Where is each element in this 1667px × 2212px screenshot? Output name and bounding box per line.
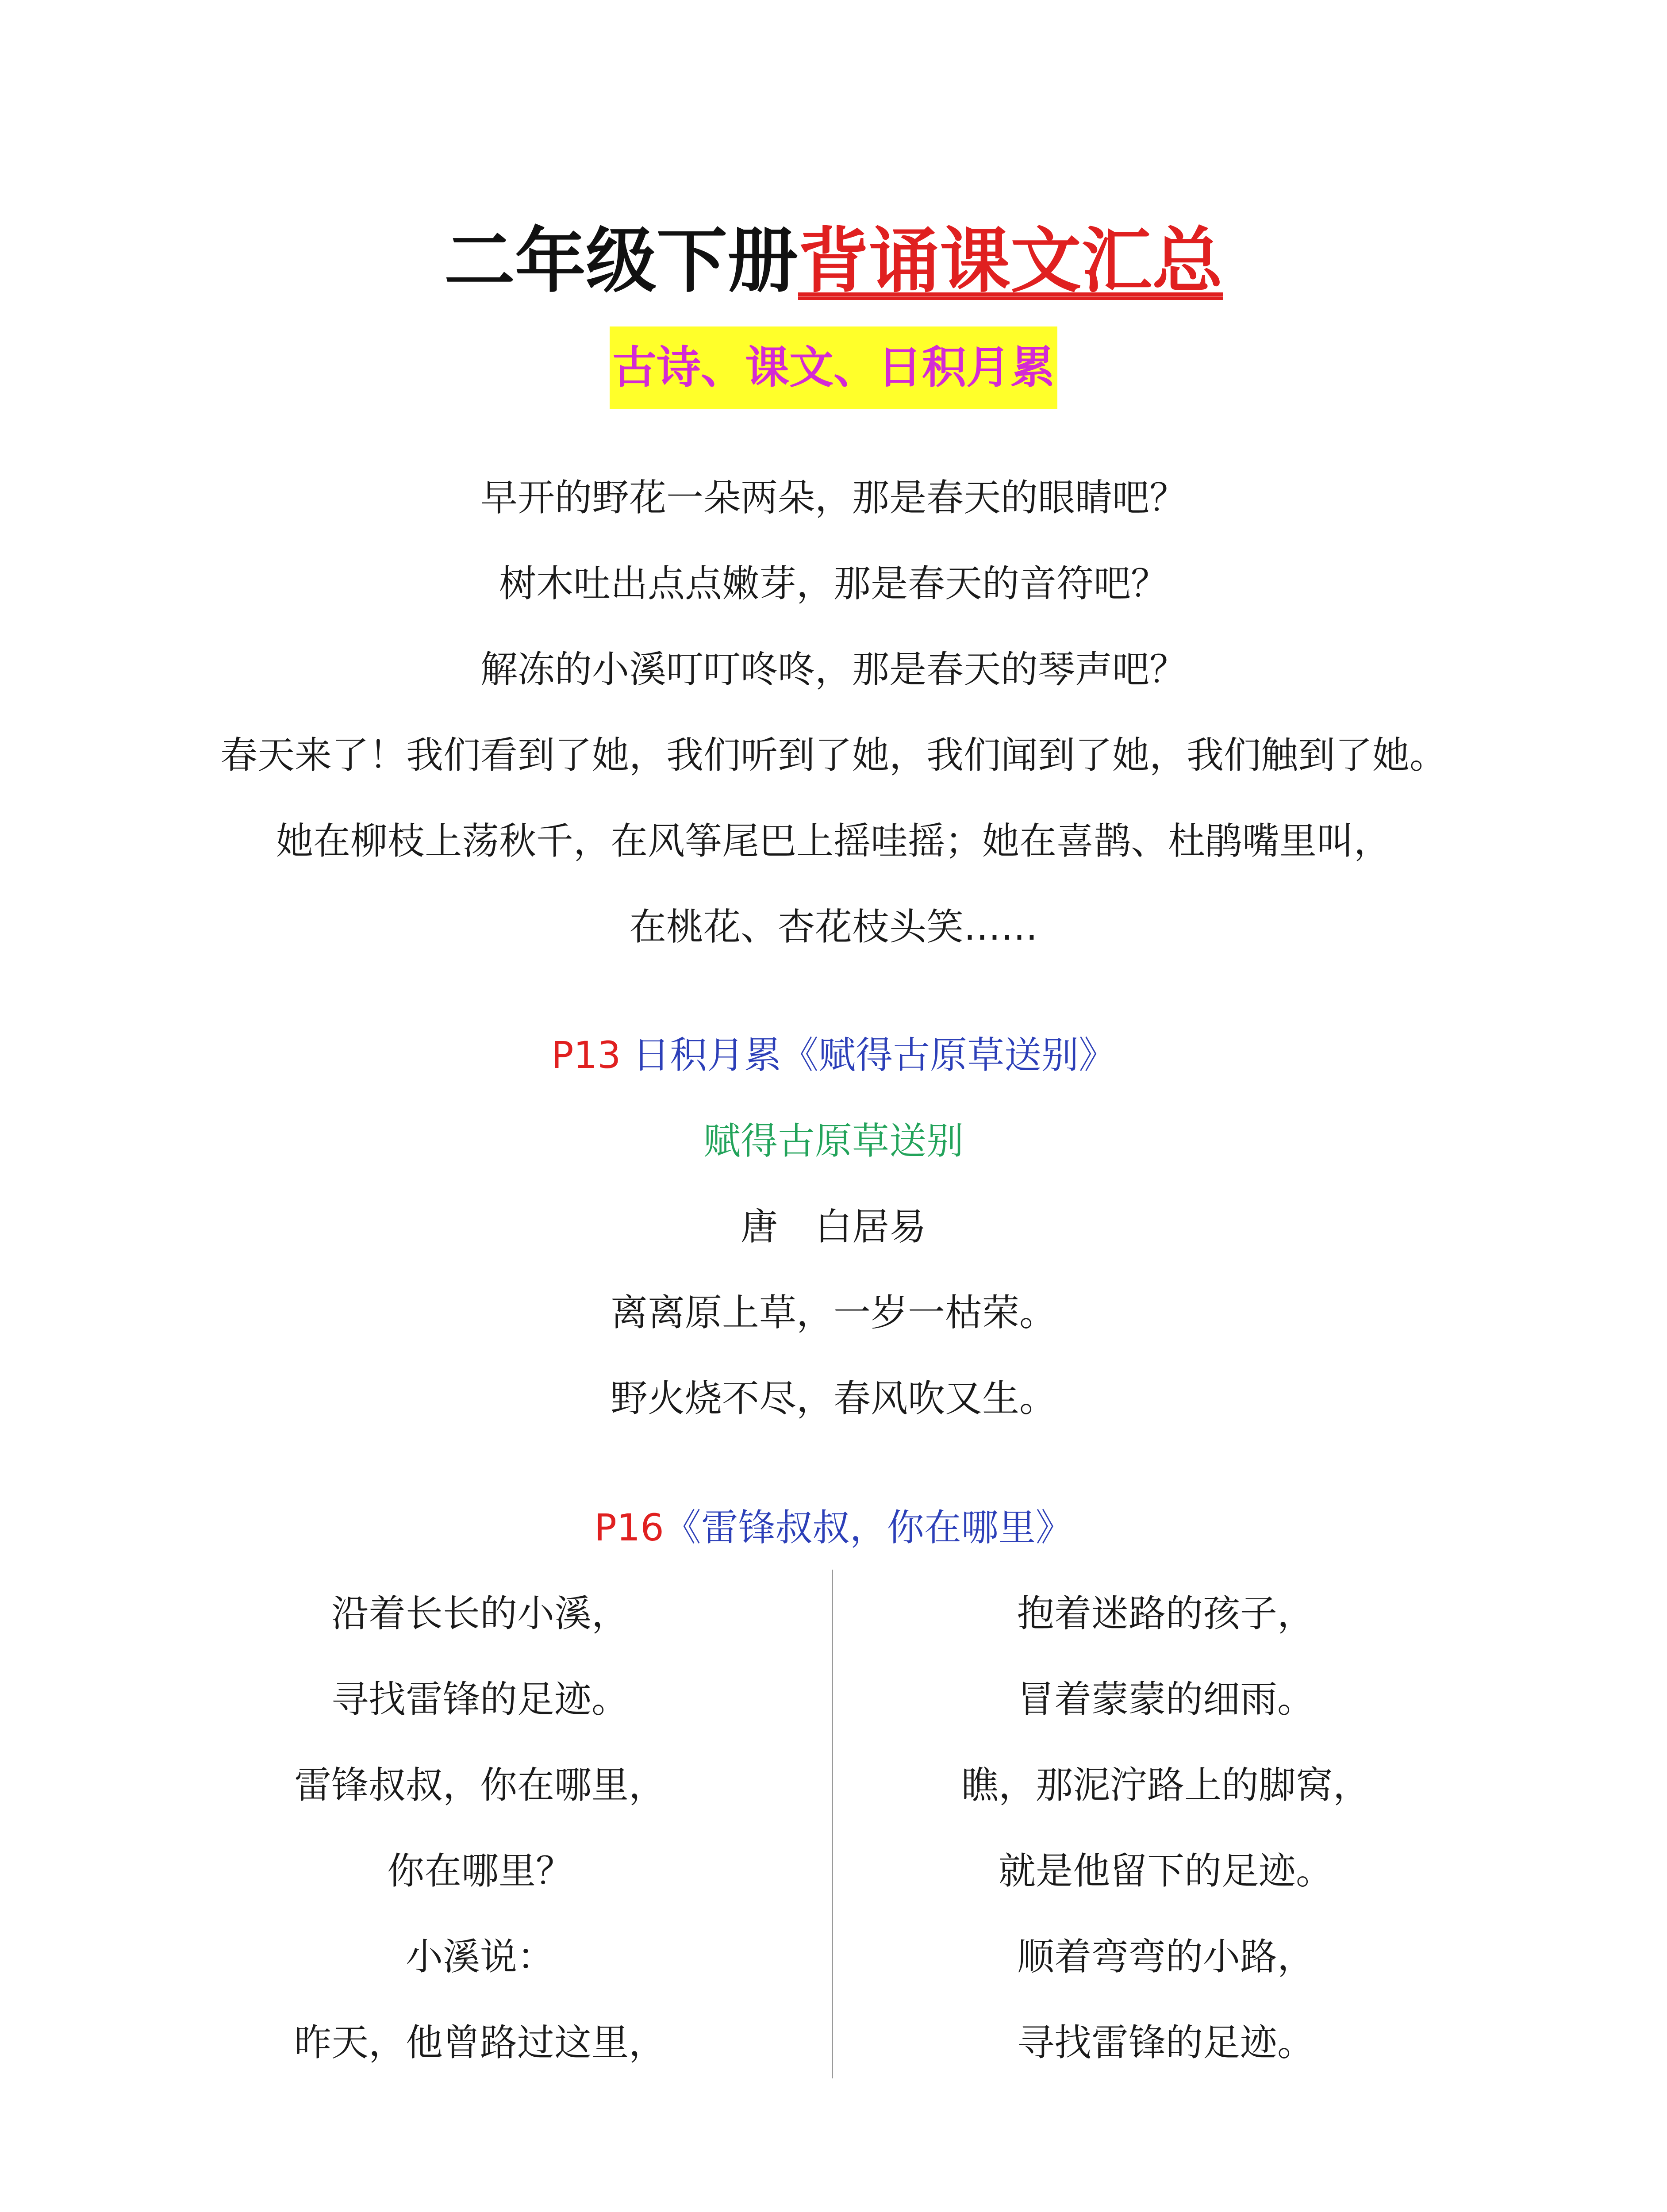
poem-title: 赋得古原草送别 <box>703 1119 964 1163</box>
right-column-line: 冒着蒙蒙的细雨。 <box>1017 1678 1314 1721</box>
poem-line: 野火烧不尽，春风吹又生。 <box>610 1377 1056 1420</box>
section-heading-text: 《雷锋叔叔，你在哪里》 <box>664 1506 1073 1549</box>
page-number: P16 <box>594 1506 664 1549</box>
left-column-line: 小溪说： <box>405 1935 554 1978</box>
intro-line: 在桃花、杏花枝头笑…… <box>629 905 1038 949</box>
left-column-line: 昨天，他曾路过这里， <box>294 2021 666 2064</box>
page-number: P13 <box>551 1033 621 1077</box>
title-topic: 背诵课文汇总 <box>798 219 1223 302</box>
intro-line: 早开的野花一朵两朵，那是春天的眼睛吧？ <box>480 476 1187 519</box>
right-column-line: 寻找雷锋的足迹。 <box>1017 2021 1314 2064</box>
intro-line: 树木吐出点点嫩芽，那是春天的音符吧？ <box>499 562 1168 605</box>
left-column-line: 雷锋叔叔，你在哪里， <box>294 1763 666 1807</box>
intro-line: 春天来了！我们看到了她，我们听到了她，我们闻到了她，我们触到了她。 <box>220 733 1447 777</box>
subtitle: 古诗、课文、日积月累 <box>610 326 1057 409</box>
subtitle-row <box>0 326 1667 409</box>
left-column-line: 沿着长长的小溪， <box>331 1592 629 1635</box>
left-column-line: 寻找雷锋的足迹。 <box>331 1678 629 1721</box>
section-heading-p16 <box>0 1503 1667 1552</box>
left-column-line: 你在哪里？ <box>387 1849 573 1893</box>
intro-line: 她在柳枝上荡秋千，在风筝尾巴上摇哇摇；她在喜鹊、杜鹃嘴里叫， <box>276 819 1391 863</box>
section-heading-text: 日积月累《赋得古原草送别》 <box>633 1033 1116 1077</box>
title-grade: 二年级下册 <box>444 219 798 302</box>
poem-line: 离离原上草，一岁一枯荣。 <box>610 1291 1056 1334</box>
right-column-line: 就是他留下的足迹。 <box>998 1849 1333 1893</box>
right-column-line: 抱着迷路的孩子， <box>1017 1592 1314 1635</box>
right-column-line: 瞧，那泥泞路上的脚窝， <box>961 1763 1370 1807</box>
column-divider <box>832 1570 833 2078</box>
intro-line: 解冻的小溪叮叮咚咚，那是春天的琴声吧？ <box>480 648 1187 691</box>
section-heading-p13 <box>0 1031 1667 1079</box>
page-title <box>0 212 1667 310</box>
right-column-line: 顺着弯弯的小路， <box>1017 1935 1314 1978</box>
poem-author: 唐 白居易 <box>740 1205 926 1248</box>
